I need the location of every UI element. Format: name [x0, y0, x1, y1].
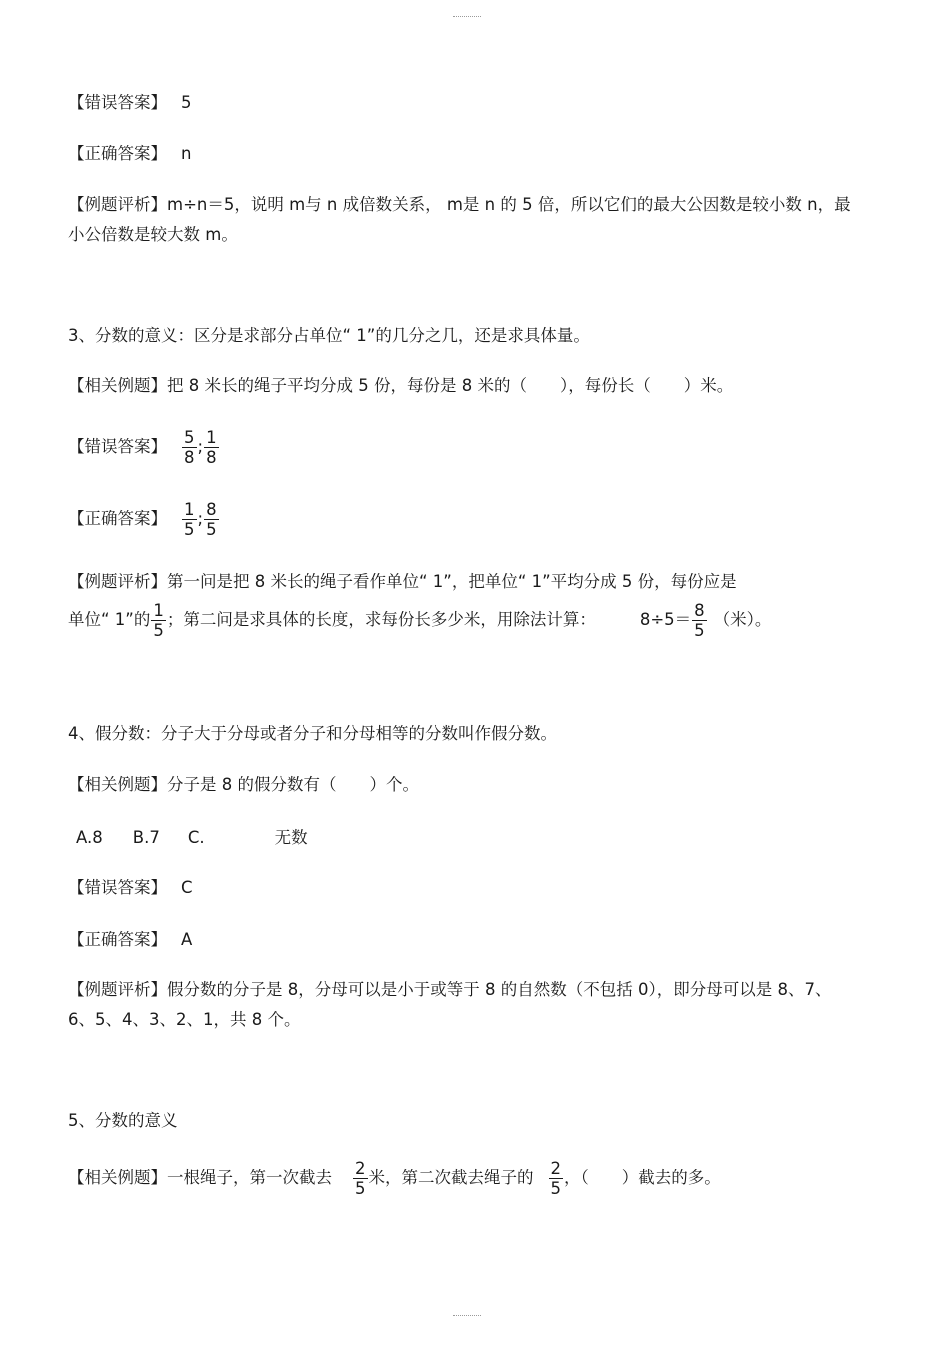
wrong-answer-label: 【错误答案】 [68, 93, 167, 112]
page-top-mark [453, 16, 481, 17]
option-b: B.7 [132, 828, 160, 847]
q4-right-answer [68, 928, 192, 952]
analysis-label: 【例题评析】 [68, 195, 167, 214]
fraction: $\frac{1}{8}$ [206, 428, 217, 467]
analysis-text: 假分数的分子是 8，分母可以是小于或等于 8 的自然数（不包括 0），即分母可以是 8、7、6、5、4、3、2、1，共 8 个。 [68, 980, 832, 1029]
q2-analysis [68, 190, 858, 250]
analysis-text: 第一问是把 8 米长的绳子看作单位“ 1”，把单位“ 1”平均分成 5 份，每份应是 [167, 572, 737, 591]
related-text: 一根绳子，第一次截去 [167, 1168, 332, 1187]
fraction: $\frac{5}{8}$ [184, 428, 195, 467]
fraction: $\frac{1}{5}$ [184, 500, 195, 539]
separator: ; [197, 437, 204, 456]
related-text: 把 8 米长的绳子平均分成 5 份，每份是 8 米的（ ），每份长（ ）米。 [167, 376, 734, 395]
q3-analysis-line1 [68, 570, 737, 594]
fraction: $\frac{2}{5}$ [550, 1159, 561, 1198]
fraction: $\frac{1}{5}$ [153, 601, 164, 640]
q4-related [68, 773, 419, 797]
related-text: ，（ ）截去的多。 [564, 1168, 721, 1187]
q4-wrong-answer [68, 876, 193, 900]
analysis-text: 单位“ 1”的 [68, 610, 151, 629]
wrong-answer-label: 【错误答案】 [68, 437, 167, 456]
right-answer-label: 【正确答案】 [68, 144, 167, 163]
related-label: 【相关例题】 [68, 376, 167, 395]
q3-analysis-line2 [68, 600, 771, 640]
separator: ; [197, 509, 204, 528]
q3-related [68, 374, 733, 398]
q3-title: 3、分数的意义：区分是求部分占单位“ 1”的几分之几，还是求具体量。 [68, 326, 590, 345]
q2-wrong-answer [68, 91, 192, 115]
q4-title: 4、假分数：分子大于分母或者分子和分母相等的分数叫作假分数。 [68, 724, 557, 743]
right-answer-value: A [181, 930, 193, 949]
right-answer-label: 【正确答案】 [68, 509, 167, 528]
fraction: $\frac{2}{5}$ [355, 1159, 366, 1198]
unit-text: （米）。 [713, 610, 772, 629]
related-text: 米，第二次截去绳子的 [368, 1168, 534, 1187]
q2-right-answer [68, 142, 191, 166]
analysis-text: ；第二问是求具体的长度，求每份长多少米，用除法计算： [166, 610, 596, 629]
analysis-label: 【例题评析】 [68, 572, 167, 591]
analysis-label: 【例题评析】 [68, 980, 167, 999]
analysis-text: m÷n＝5，说明 m与 n 成倍数关系， m是 n 的 5 倍，所以它们的最大公因数是较小数 n，最小公倍数是较大数 m。 [68, 195, 851, 244]
right-answer-value: n [181, 144, 192, 163]
option-c-text: 无数 [274, 828, 308, 847]
calc-expression: 8÷5＝ [639, 610, 692, 629]
related-text: 分子是 8 的假分数有（ ）个。 [167, 775, 419, 794]
related-label: 【相关例题】 [68, 775, 167, 794]
wrong-answer-value: 5 [181, 93, 192, 112]
q3-right-answer [68, 499, 220, 539]
page-bottom-mark [453, 1315, 481, 1316]
q4-analysis [68, 975, 858, 1035]
q3-wrong-answer [68, 427, 220, 467]
q4-options [76, 826, 308, 850]
wrong-answer-label: 【错误答案】 [68, 878, 167, 897]
wrong-answer-value: C [181, 878, 193, 897]
related-label: 【相关例题】 [68, 1168, 167, 1187]
fraction: $\frac{8}{5}$ [206, 500, 217, 539]
fraction: $\frac{8}{5}$ [694, 601, 705, 640]
q5-related [68, 1158, 721, 1198]
q5-title: 5、分数的意义 [68, 1111, 178, 1130]
right-answer-label: 【正确答案】 [68, 930, 167, 949]
option-a: A.8 [76, 828, 103, 847]
option-c: C. [187, 828, 205, 847]
